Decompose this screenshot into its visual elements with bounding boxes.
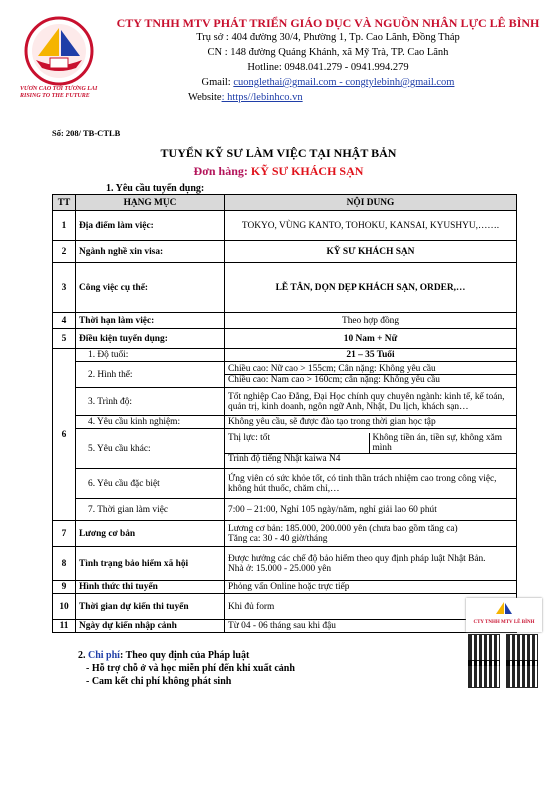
row-value: Từ 04 - 06 tháng sau khi đậu bbox=[225, 620, 517, 633]
table-row bbox=[53, 211, 517, 241]
table-header-row bbox=[53, 195, 517, 211]
table-row bbox=[53, 429, 517, 469]
row-number: 10 bbox=[53, 594, 76, 620]
row-label: 6. Yêu cầu đặc biệt bbox=[76, 469, 225, 499]
table-row bbox=[53, 362, 517, 388]
other-requirements-line bbox=[225, 433, 516, 454]
table-row bbox=[53, 263, 517, 313]
document-number: Số: 208/ TB-CTLB bbox=[52, 128, 121, 138]
order-value: KỸ SƯ KHÁCH SẠN bbox=[250, 164, 364, 178]
body-male-requirement: Chiều cao: Nam cao > 160cm; cân nặng: Không yêu cầu bbox=[228, 375, 440, 385]
row-value: Tốt nghiệp Cao Đẳng, Đại Học chính quy chuyên ngành: kinh tế, kế toán, quản trị, kinh doanh, ngôn ngữ Anh, Nhật, Du lịch, khách sạn… bbox=[225, 388, 517, 416]
header-tt: TT bbox=[53, 195, 76, 211]
row-value bbox=[225, 362, 517, 388]
logo-caption-en: RISING TO THE FUTURE bbox=[20, 93, 90, 99]
row-label: Thời hạn làm việc: bbox=[76, 313, 225, 329]
document-title: TUYỂN KỸ SƯ LÀM VIỆC TẠI NHẬT BẢN bbox=[160, 146, 397, 160]
base-salary: Lương cơ bản: 185.000, 200.000 yên (chưa bao gồm tăng ca) bbox=[228, 523, 458, 534]
qr-code-icon bbox=[506, 660, 538, 688]
bullet-no-extra-cost: - Cam kết chi phí không phát sinh bbox=[86, 676, 232, 687]
row-value: 7:00 – 21:00, Nghỉ 105 ngày/năm, nghỉ giải lao 60 phút bbox=[225, 499, 517, 521]
section-cost-label: Chi phí bbox=[88, 650, 120, 661]
row-number: 6 bbox=[53, 349, 76, 521]
row-label: Điều kiện tuyển dụng: bbox=[76, 329, 225, 349]
row-value: LỄ TÂN, DỌN DẸP KHÁCH SẠN, ORDER,… bbox=[225, 263, 517, 313]
section-cost-heading bbox=[78, 650, 249, 661]
japanese-level-requirement: Trình độ tiếng Nhật kaiwa N4 bbox=[228, 454, 341, 464]
row-value: 21 – 35 Tuổi bbox=[225, 349, 517, 362]
row-label: 1. Độ tuổi: bbox=[76, 349, 225, 362]
row-label: 7. Thời gian làm việc bbox=[76, 499, 225, 521]
branch-address: CN : 148 đường Quảng Khánh, xã Mỹ Trà, TP. Cao Lãnh bbox=[207, 47, 449, 58]
qr-code-icon bbox=[468, 660, 500, 688]
bullet-housing-support: - Hỗ trợ chỗ ở và học miễn phí đến khi xuất cảnh bbox=[86, 663, 295, 674]
housing-cost: Nhà ở: 15.000 - 25.000 yên bbox=[228, 563, 332, 574]
row-value bbox=[225, 521, 517, 547]
card-text: CTY TNHH MTV LÊ BÌNH bbox=[473, 620, 535, 625]
row-value bbox=[225, 429, 517, 469]
row-value: Phỏng vấn Online hoặc trực tiếp bbox=[225, 581, 517, 594]
section-cost-text: : Theo quy định của Pháp luật bbox=[119, 650, 250, 661]
row-label: 4. Yêu cầu kinh nghiệm: bbox=[76, 416, 225, 429]
header-hang-muc: HẠNG MỤC bbox=[76, 195, 225, 211]
row-value: Theo hợp đồng bbox=[225, 313, 517, 329]
cost-bullets bbox=[86, 662, 295, 688]
table-row bbox=[53, 581, 517, 594]
row-number: 5 bbox=[53, 329, 76, 349]
row-number: 8 bbox=[53, 547, 76, 581]
website-label: Website bbox=[188, 92, 222, 103]
table-row bbox=[53, 329, 517, 349]
row-number: 1 bbox=[53, 211, 76, 241]
row-label: Hình thức thi tuyển bbox=[76, 581, 225, 594]
table-row bbox=[53, 416, 517, 429]
table-row bbox=[53, 547, 517, 581]
row-number: 9 bbox=[53, 581, 76, 594]
table-row bbox=[53, 388, 517, 416]
order-line bbox=[0, 164, 557, 179]
row-label: 3. Trình độ: bbox=[76, 388, 225, 416]
company-name: CTY TNHH MTV PHÁT TRIỂN GIÁO DỤC VÀ NGUỒN NHÂN LỰC LÊ BÌNH bbox=[116, 16, 540, 30]
gmail-label: Gmail: bbox=[201, 77, 234, 88]
row-value: 10 Nam + Nữ bbox=[225, 329, 517, 349]
table-row bbox=[53, 313, 517, 329]
row-number: 7 bbox=[53, 521, 76, 547]
table-row bbox=[53, 349, 517, 362]
record-requirement: Không tiền án, tiền sự, không xăm mình bbox=[369, 433, 514, 453]
row-value: Khi đủ form bbox=[225, 594, 517, 620]
website-line bbox=[108, 90, 548, 105]
order-label: Đơn hàng: bbox=[193, 164, 251, 178]
hotline: Hotline: 0948.041.279 - 0941.994.279 bbox=[247, 62, 409, 73]
row-number: 2 bbox=[53, 241, 76, 263]
row-label: Ngành nghề xin visa: bbox=[76, 241, 225, 263]
row-number: 3 bbox=[53, 263, 76, 313]
row-label: Địa điểm làm việc: bbox=[76, 211, 225, 241]
eyesight-requirement: Thị lực: tốt bbox=[228, 433, 271, 443]
gmail-link[interactable]: cuonglethai@gmail.com - congtylebinh@gmail.com bbox=[233, 77, 455, 88]
row-number: 4 bbox=[53, 313, 76, 329]
table-row bbox=[53, 241, 517, 263]
website-link[interactable]: : https//lebinhco.vn bbox=[221, 92, 303, 103]
body-female-requirement: Chiều cao: Nữ cao > 155cm; Cân nặng: Không yêu cầu bbox=[225, 364, 516, 375]
row-label: Tình trạng bảo hiểm xã hội bbox=[76, 547, 225, 581]
table-row bbox=[53, 594, 517, 620]
card-logo-icon bbox=[494, 600, 514, 618]
row-label: Ngày dự kiến nhập cảnh bbox=[76, 620, 225, 633]
head-office-address: Trụ sở : 404 đường 30/4, Phường 1, Tp. Cao Lãnh, Đồng Tháp bbox=[196, 32, 460, 43]
row-value: Không yêu cầu, sẽ được đào tạo trong thời gian học tập bbox=[225, 416, 517, 429]
row-value: Ứng viên có sức khỏe tốt, có tinh thần trách nhiệm cao trong công việc, không hút thuốc, chăm chỉ,… bbox=[225, 469, 517, 499]
row-value: KỸ SƯ KHÁCH SẠN bbox=[225, 241, 517, 263]
overtime: Tăng ca: 30 - 40 giờ/tháng bbox=[228, 533, 328, 544]
header-noi-dung: NỘI DUNG bbox=[225, 195, 517, 211]
insurance-info: Được hưởng các chế độ bảo hiểm theo quy định pháp luật Nhật Bản. bbox=[228, 553, 486, 564]
logo-caption-vn: VƯƠN CAO TỚI TƯƠNG LAI bbox=[20, 86, 98, 92]
table-row bbox=[53, 521, 517, 547]
row-label: Thời gian dự kiến thi tuyển bbox=[76, 594, 225, 620]
letterhead bbox=[108, 16, 548, 105]
company-card-image bbox=[466, 598, 542, 632]
row-label: 5. Yêu cầu khác: bbox=[76, 429, 225, 469]
logo-caption bbox=[20, 86, 110, 100]
table-row bbox=[53, 499, 517, 521]
row-number: 11 bbox=[53, 620, 76, 633]
row-value: TOKYO, VÙNG KANTO, TOHOKU, KANSAI, KYUSHYU,……. bbox=[225, 211, 517, 241]
row-label: 2. Hình thể: bbox=[76, 362, 225, 388]
gmail-line bbox=[108, 75, 548, 90]
company-logo bbox=[24, 16, 94, 86]
table-row bbox=[53, 620, 517, 633]
row-label: Lương cơ bản bbox=[76, 521, 225, 547]
table-row bbox=[53, 469, 517, 499]
section-cost-number: 2. bbox=[78, 650, 86, 661]
requirements-table bbox=[52, 194, 517, 633]
row-label: Công việc cụ thể: bbox=[76, 263, 225, 313]
row-value bbox=[225, 547, 517, 581]
section-requirements-heading: 1. Yêu cầu tuyển dụng: bbox=[106, 183, 205, 194]
